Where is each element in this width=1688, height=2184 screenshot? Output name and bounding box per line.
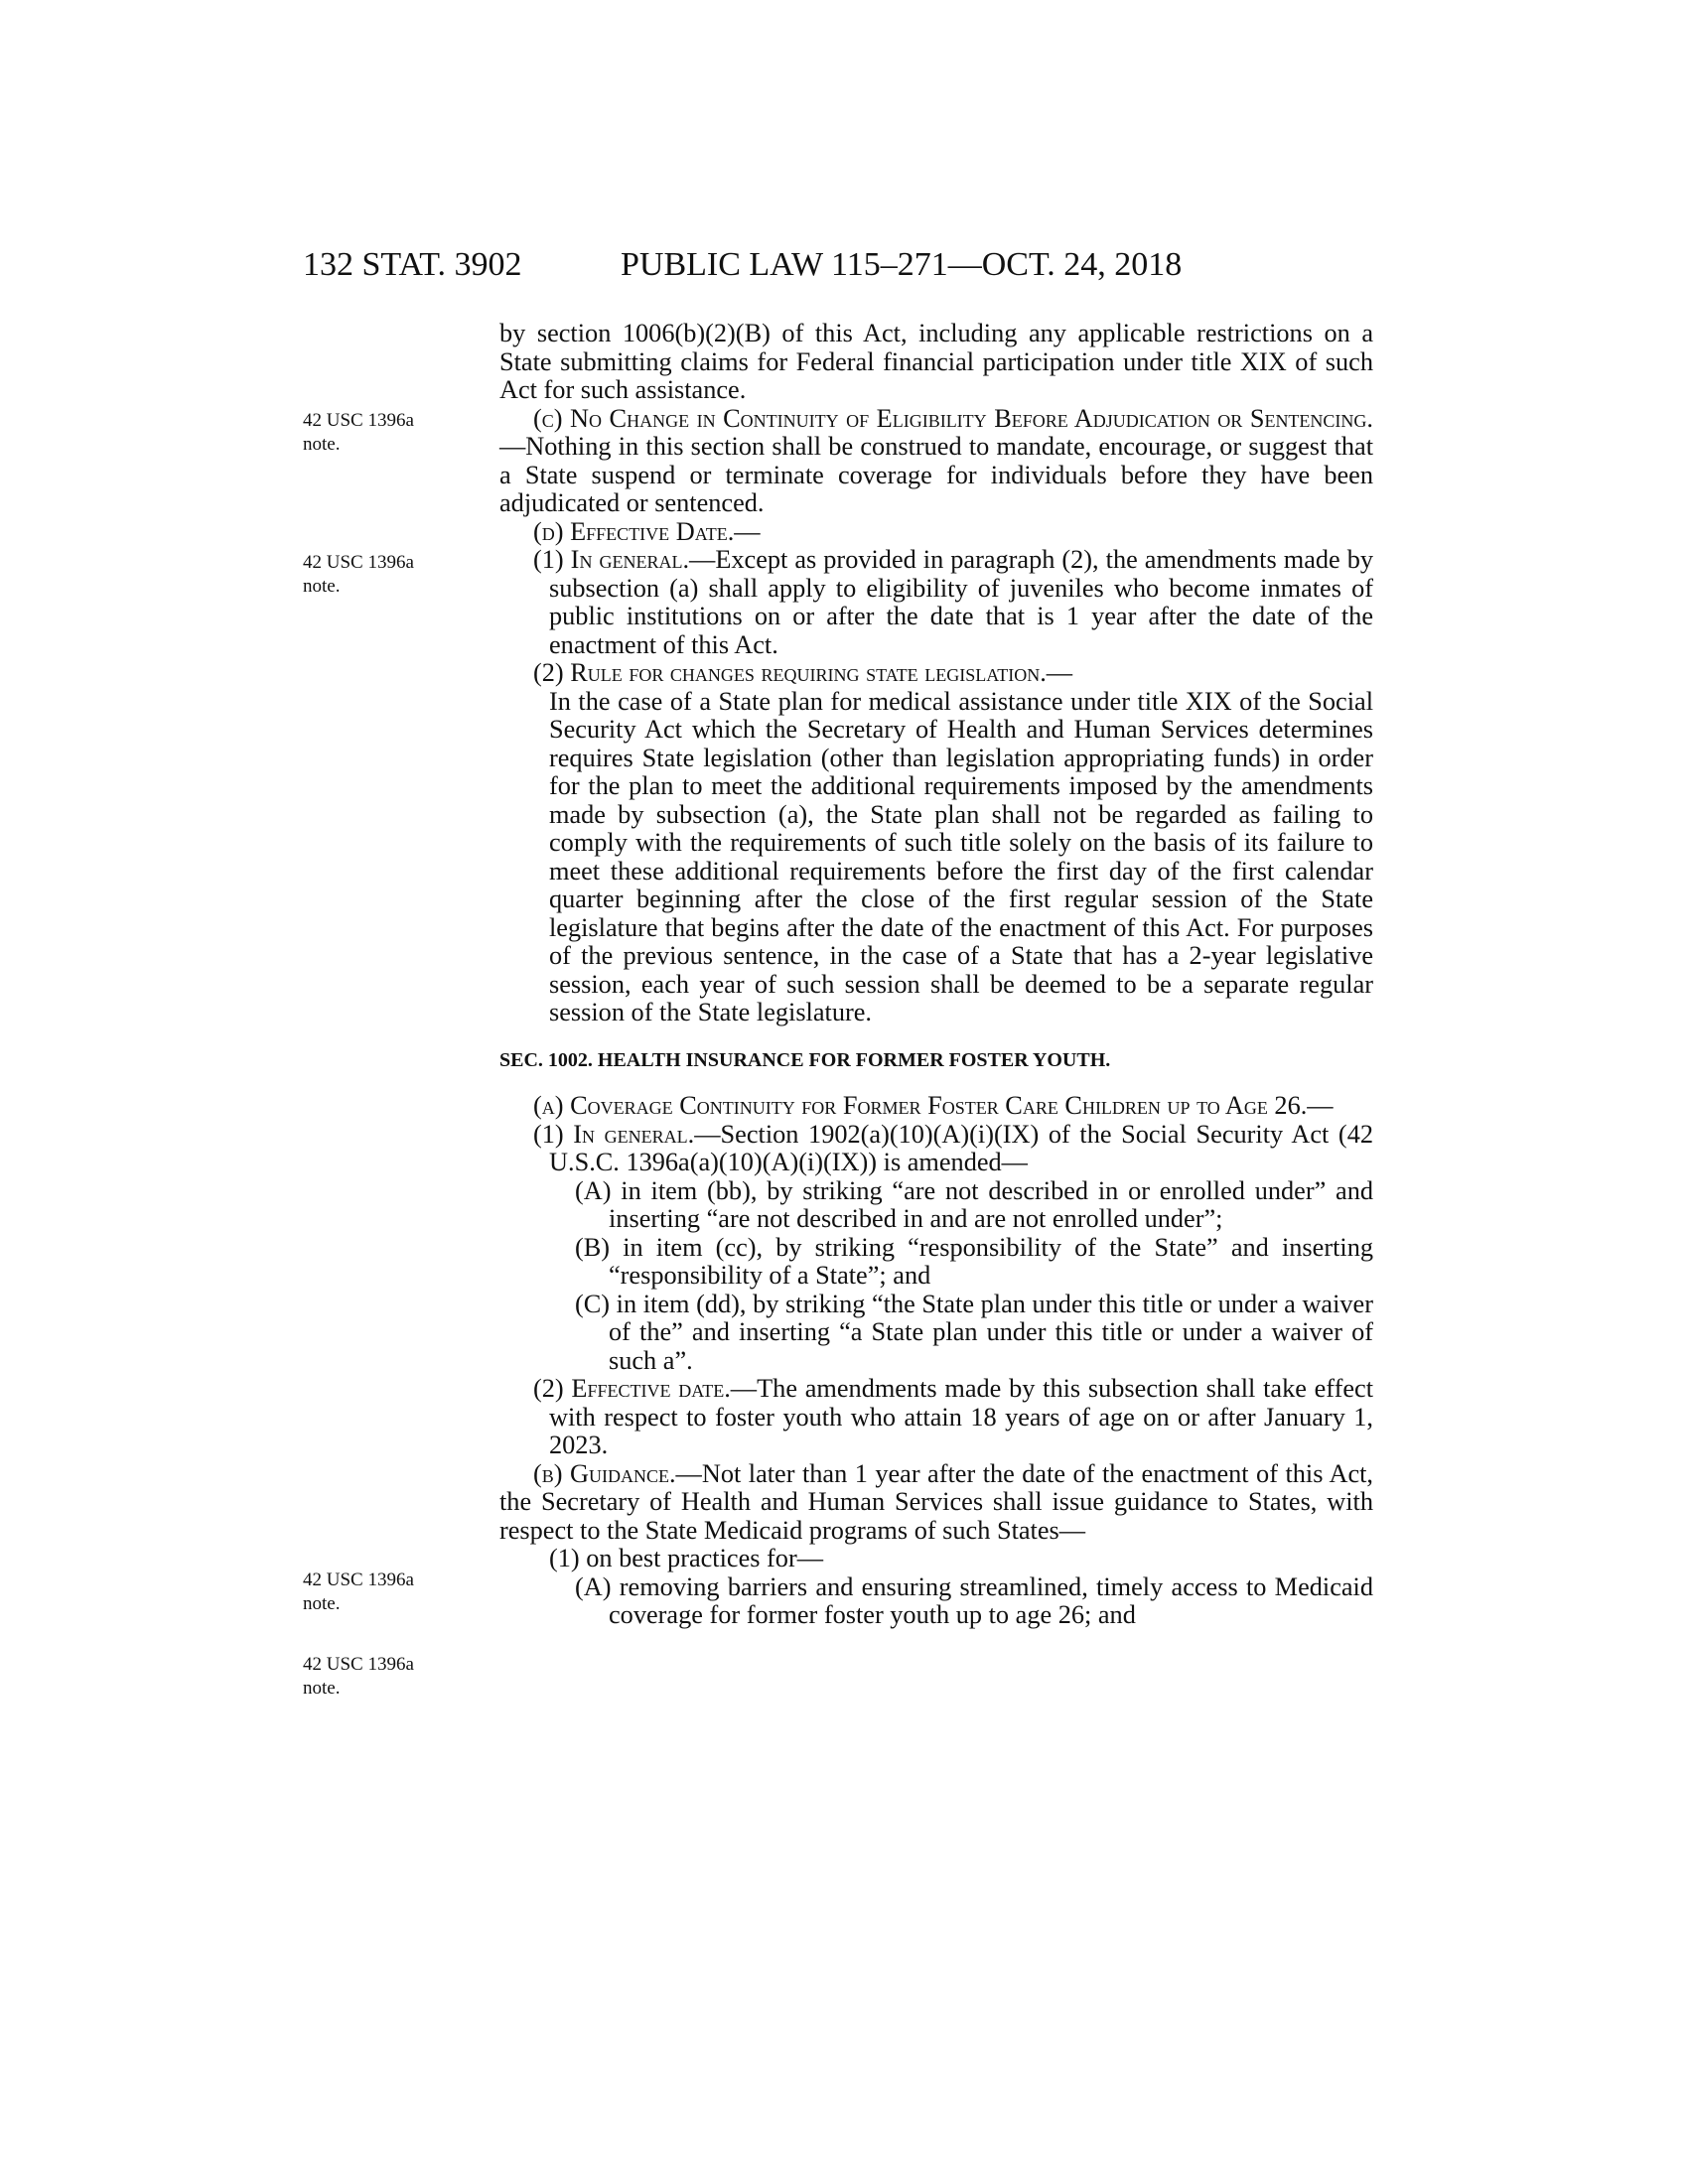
paragraph-heading: (1) In general.— [533,1119,721,1149]
margin-note: 42 USC 1396a note. [303,1654,414,1699]
paragraph-text: Section 1902(a)(10)(A)(i)(IX) of the Social Security Act (42 U.S.C. 1396a(a)(10)(A)(i)(IX)) is amended— [549,1119,1373,1176]
paragraph-b1: (1) on best practices for— [549,1544,824,1572]
paragraph-heading: (1) In general.— [533,545,716,574]
subparagraph-bA: (A) removing barriers and ensuring streamlined, timely access to Medicaid coverage for former foster youth up to age 26; and [575,1571,1373,1629]
subsection-d-heading: (d) Effective Date.— [533,516,761,546]
subparagraph-aB: (B) in item (cc), by striking “responsibility of the State” and inserting “responsibility of a State”; and [575,1232,1373,1290]
subsection-c [499,405,1373,518]
document-body [499,320,1373,1630]
paragraph-d2-heading: (2) Rule for changes requiring state legislation.— [533,658,1073,687]
subsection-heading: (b) Guidance.— [533,1458,702,1488]
paragraph-text: Except as provided in paragraph (2), the amendments made by subsection (a) shall apply to eligibility of juveniles who become inmates of public institutions on or after the date that is 1 year after the date of the enactment of this Act. [549,545,1373,659]
margin-note: 42 USC 1396a note. [303,552,414,597]
paragraph-a1 [499,1121,1373,1177]
subsection-b [499,1460,1373,1546]
continued-paragraph: by section 1006(b)(2)(B) of this Act, including any applicable restrictions on a State submitting claims for Federal financial participation under title XIX of such Act for such assistance. [499,319,1373,404]
paragraph-heading: (2) Effective date.— [533,1374,758,1403]
paragraph-a2 [499,1375,1373,1460]
paragraph-d1 [499,546,1373,659]
margin-note: 42 USC 1396a note. [303,410,414,455]
subsection-text: Not later than 1 year after the date of the enactment of this Act, the Secretary of Health and Human Services shall issue guidance to States, with respect to the State Medicaid programs of such States— [499,1458,1373,1545]
subparagraph-aC: (C) in item (dd), by striking “the State plan under this title or under a waiver of the” and inserting “a State plan under this title or under a waiver of such a”. [575,1289,1373,1375]
subsection-a-heading: (a) Coverage Continuity for Former Foster Care Children up to Age 26.— [533,1091,1334,1120]
margin-note: 42 USC 1396a note. [303,1570,414,1614]
running-header: PUBLIC LAW 115–271—OCT. 24, 2018 [621,246,1183,283]
subsection-heading: (c) No Change in Continuity of Eligibility Before Adjudication or Sentencing.— [499,403,1373,461]
page-reference: 132 STAT. 3902 [303,246,522,283]
paragraph-text: The amendments made by this subsection shall take effect with respect to foster youth who attain 18 years of age on or after January 1, 2023. [549,1374,1374,1459]
paragraph-d2-text: In the case of a State plan for medical assistance under title XIX of the Social Security Act which the Secretary of Health and Human Services determines requires State legislation (other than legislation appropriating funds) in order for the plan to meet the additional requirements imposed by the amendments made by subsection (a), the State plan shall not be regarded as failing to comply with the requirements of such title solely on the basis of its failure to meet these additional requirements before the first day of the first calendar quarter beginning after the close of the first regular session of the State legislature that begins after the date of the enactment of this Act. For purposes of the previous sentence, in the case of a State that has a 2-year legislative session, each year of such session shall be deemed to be a separate regular session of the State legislature. [549,686,1373,1026]
subparagraph-aA: (A) in item (bb), by striking “are not described in or enrolled under” and inserting “are not described in and are not enrolled under”; [575,1175,1373,1233]
subsection-text: Nothing in this section shall be construed to mandate, encourage, or suggest that a State suspend or terminate coverage for individuals before they have been adjudicated or sentenced. [499,432,1373,517]
section-heading: SEC. 1002. HEALTH INSURANCE FOR FORMER FOSTER YOUTH. [499,1048,1111,1071]
